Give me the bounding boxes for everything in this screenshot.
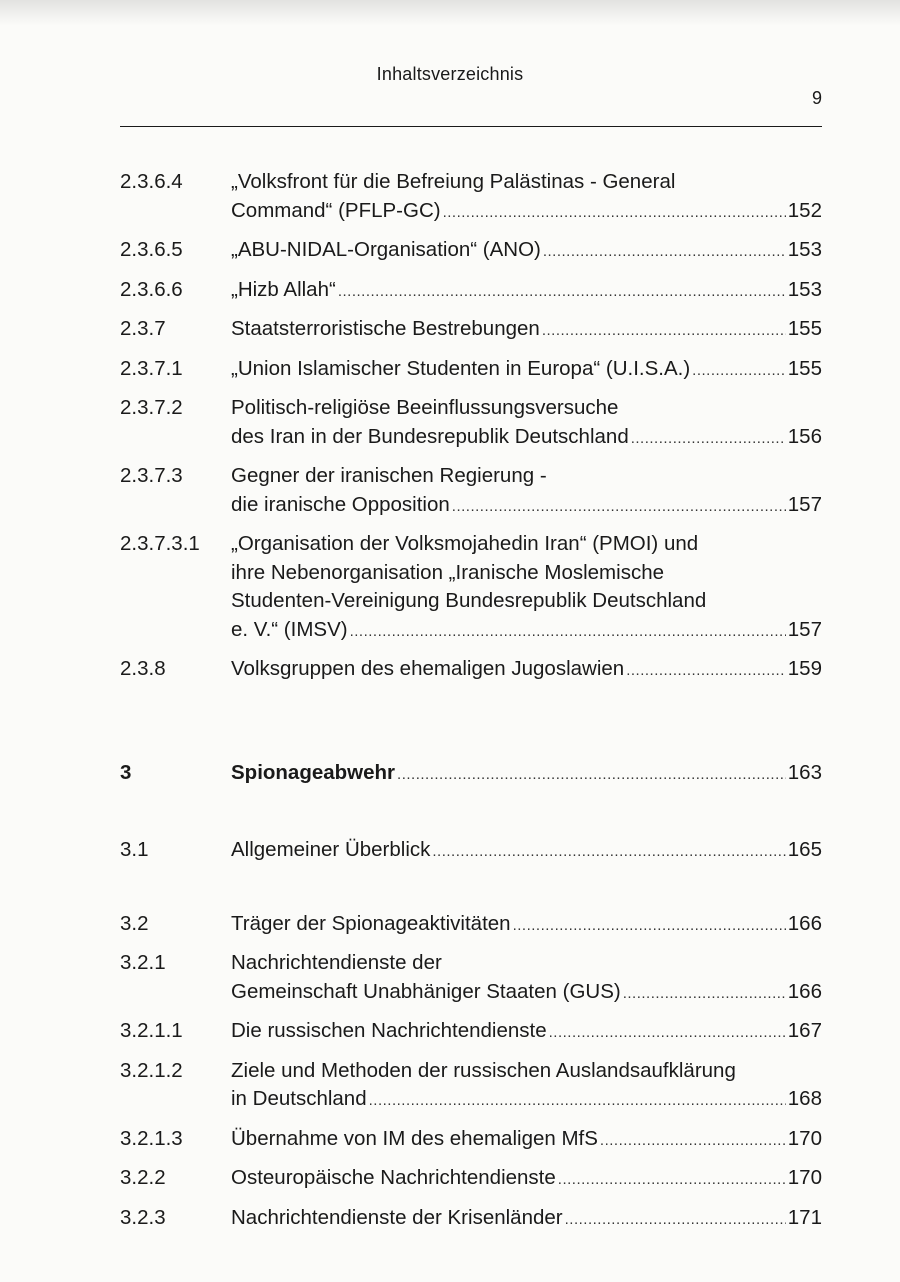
toc-entry-page: 163 (787, 760, 822, 784)
toc-entry-last-line (231, 910, 822, 941)
toc-entry-title-line: Studenten-Vereinigung Bundesrepublik Deutschland (231, 589, 707, 612)
toc-entry-body (231, 1164, 822, 1195)
toc-entry-title: Spionageabwehr (231, 760, 396, 784)
toc-entry-title-line: „Organisation der Volksmojahedin Iran“ (PMOI) und (231, 532, 699, 555)
toc-entry-number: 3.1 (120, 838, 149, 861)
toc-entry-page: 166 (787, 911, 822, 935)
toc-entry (120, 910, 822, 941)
toc-entry-title: „ABU-NIDAL-Organisation“ (ANO) (231, 238, 541, 261)
toc-entry (120, 1164, 822, 1195)
toc-entry-page: 155 (787, 356, 822, 380)
toc-entry (120, 1057, 822, 1116)
toc-entry-last-line (231, 1085, 822, 1116)
toc-entry-title: Gemeinschaft Unabhäniger Staaten (GUS) (231, 979, 621, 1003)
toc-entry-page: 152 (787, 198, 822, 222)
toc-entry-last-line (231, 423, 822, 454)
toc-entry-title-line: ihre Nebenorganisation „Iranische Moslemische (231, 560, 664, 584)
toc-entry-number: 3.2 (120, 911, 149, 935)
toc-entry-page: 156 (787, 424, 822, 448)
toc-entry-title: des Iran in der Bundesrepublik Deutschland (231, 424, 629, 448)
dot-leader (600, 1127, 786, 1156)
toc-entry-number: 3.2.1 (120, 951, 166, 974)
dot-leader (626, 657, 786, 686)
toc-entry (120, 462, 822, 521)
toc-entry (120, 1017, 822, 1048)
toc-entry-last-line (231, 355, 822, 386)
toc-entry-title: Nachrichtendienste der Krisenländer (231, 1205, 563, 1229)
toc-entry-number: 3.2.1.3 (120, 1126, 183, 1150)
toc-entry-title-line: Nachrichtendienste der (231, 951, 442, 974)
toc-entry-title: Volksgruppen des ehemaligen Jugoslawien (231, 657, 625, 680)
toc-entry-number: 3 (120, 760, 132, 784)
toc-entry-last-line (231, 491, 822, 522)
toc-entry-number: 3.2.3 (120, 1205, 166, 1229)
toc-entry-last-line (231, 315, 822, 346)
toc-entry-title: Träger der Spionageaktivitäten (231, 911, 511, 935)
toc-entry-body (231, 355, 822, 386)
dot-leader (397, 761, 786, 790)
running-header-title: Inhaltsverzeichnis (376, 64, 524, 84)
toc-entry-body (231, 236, 822, 267)
dot-leader (443, 199, 786, 228)
toc-entry-body (231, 1057, 822, 1116)
toc-entry-page: 153 (787, 238, 822, 261)
header-rule (120, 126, 822, 127)
toc-entry (120, 759, 822, 790)
toc-entry-number: 2.3.7.3 (120, 464, 183, 487)
toc-entry-title: Staatsterroristische Bestrebungen (231, 317, 540, 340)
toc-entry-body (231, 949, 822, 1008)
toc-entry-number: 2.3.6.6 (120, 277, 183, 301)
toc-entry-title: die iranische Opposition (231, 492, 450, 516)
toc-entry (120, 1125, 822, 1156)
toc-entry-body (231, 655, 822, 686)
toc-entry-page: 157 (787, 617, 822, 641)
toc-entry-number: 3.2.1.2 (120, 1058, 183, 1082)
dot-leader (452, 493, 786, 522)
toc-entry-page: 155 (787, 317, 822, 340)
toc-entry-last-line (231, 276, 822, 307)
toc-entry-last-line (231, 1125, 822, 1156)
toc-entry-number: 2.3.6.4 (120, 170, 183, 193)
page-number: 9 (811, 88, 822, 108)
toc-entry (120, 355, 822, 386)
toc-entry-page: 153 (787, 277, 822, 301)
toc-entry-title: Übernahme von IM des ehemaligen MfS (231, 1126, 598, 1150)
toc-entry-number: 3.2.2 (120, 1166, 166, 1189)
dot-leader (350, 618, 786, 647)
toc-entry-page: 167 (787, 1019, 822, 1042)
toc-entry-body (231, 394, 822, 453)
toc-entry-page: 168 (787, 1087, 822, 1110)
toc-entry-body (231, 315, 822, 346)
dot-leader (631, 425, 786, 454)
toc-entry-last-line (231, 616, 822, 647)
toc-entry (120, 276, 822, 307)
toc-entry-number: 2.3.7.2 (120, 396, 183, 419)
toc-entry (120, 655, 822, 686)
toc-entry (120, 168, 822, 227)
toc-entry-last-line (231, 836, 822, 867)
toc-entry-number: 2.3.7.3.1 (120, 532, 200, 555)
toc-entry-body (231, 530, 822, 646)
toc-entry (120, 315, 822, 346)
dot-leader (543, 238, 786, 267)
toc-entry-last-line (231, 1204, 822, 1235)
toc-entry-last-line (231, 1017, 822, 1048)
toc-entry-title: Command“ (PFLP-GC) (231, 198, 441, 222)
toc-entry-last-line (231, 978, 822, 1009)
dot-leader (565, 1206, 786, 1235)
dot-leader (338, 278, 786, 307)
table-of-contents (120, 168, 822, 1243)
toc-entry-title-line: Politisch-religiöse Beeinflussungsversuche (231, 396, 619, 419)
toc-entry-last-line (231, 236, 822, 267)
dot-leader (549, 1019, 786, 1048)
dot-leader (623, 980, 786, 1009)
toc-entry-last-line (231, 655, 822, 686)
toc-entry-body (231, 168, 822, 227)
toc-entry-page: 171 (787, 1205, 822, 1229)
toc-entry-title: Allgemeiner Überblick (231, 838, 431, 861)
toc-entry-page: 165 (787, 838, 822, 861)
toc-entry-title: in Deutschland (231, 1087, 367, 1110)
toc-entry-page: 157 (787, 492, 822, 516)
toc-entry (120, 394, 822, 453)
toc-entry (120, 949, 822, 1008)
toc-entry-page: 170 (787, 1126, 822, 1150)
toc-entry-body (231, 1017, 822, 1048)
toc-entry-body (231, 1204, 822, 1235)
toc-entry-title-line: Gegner der iranischen Regierung - (231, 464, 547, 487)
dot-leader (369, 1087, 786, 1116)
toc-entry (120, 236, 822, 267)
toc-entry-page: 166 (787, 979, 822, 1003)
toc-entry-title: „Union Islamischer Studenten in Europa“ (U.I.S.A.) (231, 356, 691, 380)
toc-entry-last-line (231, 197, 822, 228)
toc-entry-number: 2.3.7.1 (120, 356, 183, 380)
toc-entry-body (231, 462, 822, 521)
toc-entry-page: 159 (787, 657, 822, 680)
scan-shadow (0, 0, 900, 26)
toc-entry-body (231, 1125, 822, 1156)
toc-entry-number: 2.3.8 (120, 657, 166, 680)
toc-entry-body (231, 910, 822, 941)
toc-entry-body (231, 276, 822, 307)
toc-entry-number: 3.2.1.1 (120, 1019, 183, 1042)
toc-entry-title: „Hizb Allah“ (231, 277, 336, 301)
toc-entry (120, 530, 822, 646)
dot-leader (432, 838, 785, 867)
toc-entry-number: 2.3.6.5 (120, 238, 183, 261)
toc-entry (120, 1204, 822, 1235)
toc-entry-last-line (231, 759, 822, 790)
dot-leader (558, 1166, 786, 1195)
dot-leader (692, 357, 786, 386)
toc-entry-number: 2.3.7 (120, 317, 166, 340)
toc-entry-page: 170 (787, 1166, 822, 1189)
toc-entry-title-line: „Volksfront für die Befreiung Palästinas - General (231, 170, 676, 193)
toc-entry-title-line: Ziele und Methoden der russischen Auslandsaufklärung (231, 1058, 736, 1082)
dot-leader (542, 317, 786, 346)
toc-entry-title: e. V.“ (IMSV) (231, 617, 348, 641)
toc-entry-last-line (231, 1164, 822, 1195)
dot-leader (513, 912, 786, 941)
toc-entry-body (231, 836, 822, 867)
toc-entry-title: Die russischen Nachrichtendienste (231, 1019, 547, 1042)
toc-entry (120, 836, 822, 867)
toc-entry-body (231, 759, 822, 790)
toc-entry-title: Osteuropäische Nachrichtendienste (231, 1166, 556, 1189)
